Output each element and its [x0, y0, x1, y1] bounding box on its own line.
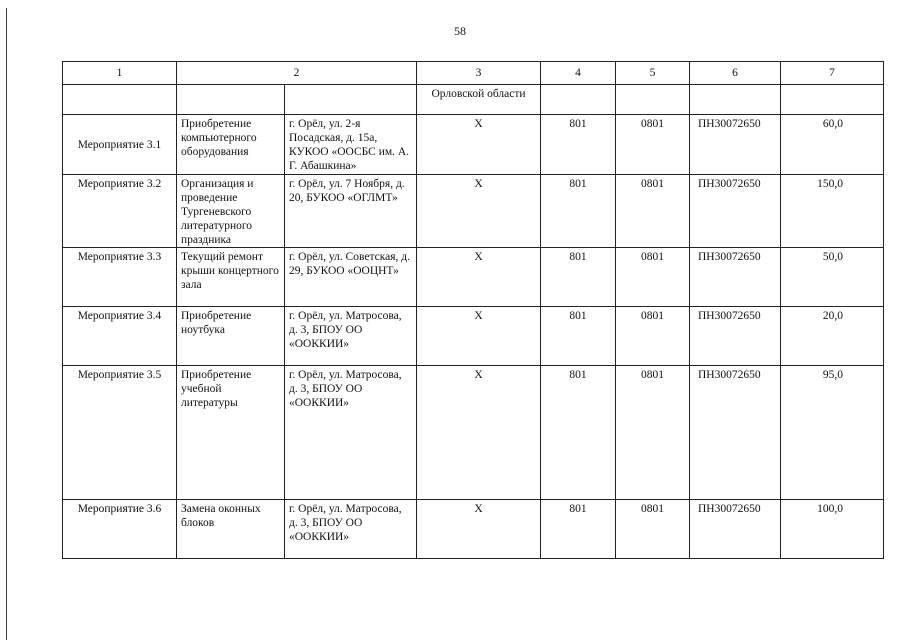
col6-cell: ПН30072650 — [690, 115, 781, 175]
empty-cell — [177, 85, 285, 115]
col6-cell: ПН30072650 — [690, 500, 781, 559]
col6-cell: ПН30072650 — [690, 248, 781, 307]
table-row — [63, 115, 884, 175]
header-cell: 5 — [616, 62, 690, 85]
col4-cell: 801 — [541, 366, 616, 500]
col3-cell: X — [417, 115, 541, 175]
header-cell: 1 — [63, 62, 177, 85]
col5-cell: 0801 — [616, 500, 690, 559]
header-cell: 4 — [541, 62, 616, 85]
event-name-cell: Приобретение ноутбука — [177, 307, 285, 366]
address-cell: г. Орёл, ул. Советская, д. 29, БУКОО «ООЦНТ» — [285, 248, 417, 307]
empty-cell — [63, 85, 177, 115]
col4-cell: 801 — [541, 248, 616, 307]
col3-cell: X — [417, 175, 541, 248]
header-cell: 3 — [417, 62, 541, 85]
event-name-cell: Приобретение компьютерного оборудования — [177, 115, 285, 175]
col3-cell: X — [417, 366, 541, 500]
header-cell: 7 — [781, 62, 884, 85]
col5-cell: 0801 — [616, 248, 690, 307]
table-row — [63, 175, 884, 248]
col7-cell: 50,0 — [781, 248, 884, 307]
empty-cell — [285, 85, 417, 115]
table-row — [63, 500, 884, 559]
address-cell: г. Орёл, ул. 2-я Посадская, д. 15а, КУКОО «ООСБС им. А. Г. Абашкина» — [285, 115, 417, 175]
event-cell: Мероприятие 3.3 — [63, 248, 177, 307]
table-row — [63, 366, 884, 500]
budget-table — [62, 61, 884, 559]
col6-cell: ПН30072650 — [690, 366, 781, 500]
event-cell: Мероприятие 3.5 — [63, 366, 177, 500]
address-cell: г. Орёл, ул. Матросова, д. 3, БПОУ ОО «ООККИИ» — [285, 366, 417, 500]
page-number: 58 — [454, 24, 466, 38]
event-cell: Мероприятие 3.2 — [63, 175, 177, 248]
col3-cell: X — [417, 248, 541, 307]
col5-cell: 0801 — [616, 175, 690, 248]
event-cell: Мероприятие 3.1 — [63, 115, 177, 175]
header-cell: 2 — [177, 62, 417, 85]
event-cell: Мероприятие 3.4 — [63, 307, 177, 366]
event-name-cell: Приобретение учебной литературы — [177, 366, 285, 500]
col7-cell: 100,0 — [781, 500, 884, 559]
empty-cell — [616, 85, 690, 115]
table-row — [63, 307, 884, 366]
address-cell: г. Орёл, ул. Матросова, д. 3, БПОУ ОО «ООККИИ» — [285, 307, 417, 366]
event-name-cell: Замена оконных блоков — [177, 500, 285, 559]
col6-cell: ПН30072650 — [690, 175, 781, 248]
col4-cell: 801 — [541, 115, 616, 175]
event-name-cell: Организация и проведение Тургеневского литературного праздника — [177, 175, 285, 248]
empty-cell — [781, 85, 884, 115]
table-row — [63, 248, 884, 307]
col5-cell: 0801 — [616, 115, 690, 175]
column-number-row — [63, 62, 884, 85]
col7-cell: 60,0 — [781, 115, 884, 175]
col3-cell: X — [417, 307, 541, 366]
header-cell: 6 — [690, 62, 781, 85]
col3-cell: X — [417, 500, 541, 559]
col7-cell: 150,0 — [781, 175, 884, 248]
col4-cell: 801 — [541, 500, 616, 559]
region-cell — [417, 85, 541, 115]
col7-cell: 95,0 — [781, 366, 884, 500]
continuation-row — [63, 85, 884, 115]
empty-cell — [541, 85, 616, 115]
col4-cell: 801 — [541, 175, 616, 248]
col6-cell: ПН30072650 — [690, 307, 781, 366]
left-margin-rule — [6, 8, 7, 640]
region-text: Орловской области — [431, 88, 526, 100]
empty-cell — [690, 85, 781, 115]
col5-cell: 0801 — [616, 366, 690, 500]
address-cell: г. Орёл, ул. Матросова, д. 3, БПОУ ОО «ООККИИ» — [285, 500, 417, 559]
address-cell: г. Орёл, ул. 7 Ноября, д. 20, БУКОО «ОГЛМТ» — [285, 175, 417, 248]
col4-cell: 801 — [541, 307, 616, 366]
col7-cell: 20,0 — [781, 307, 884, 366]
event-cell: Мероприятие 3.6 — [63, 500, 177, 559]
event-name-cell: Текущий ремонт крыши концертного зала — [177, 248, 285, 307]
col5-cell: 0801 — [616, 307, 690, 366]
